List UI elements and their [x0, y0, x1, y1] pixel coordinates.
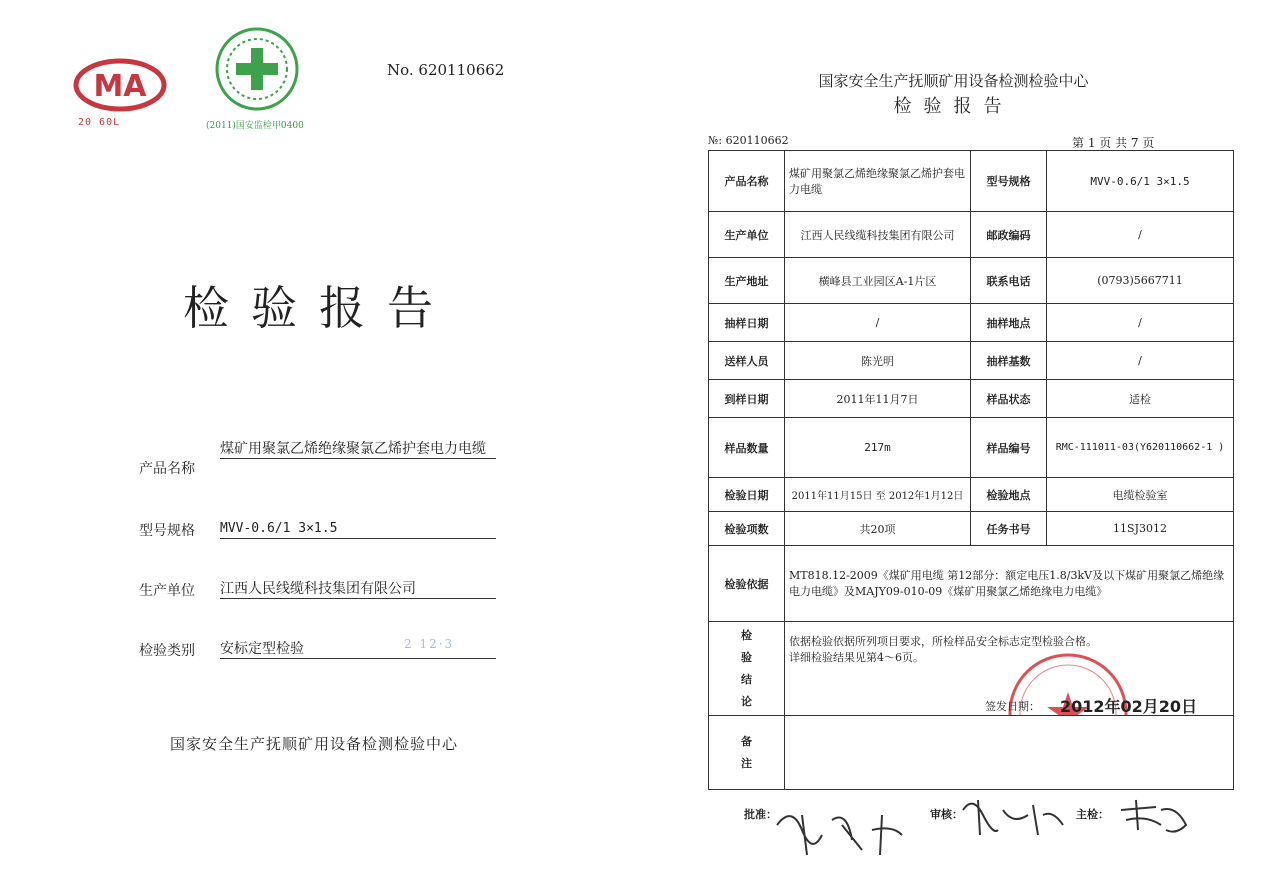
field-label-model: 型号规格 — [139, 523, 195, 539]
row-label: 联系电话 — [971, 258, 1047, 304]
row-value: 共20项 — [785, 512, 971, 546]
row-value: 电缆检验室 — [1047, 478, 1234, 512]
field-value-inspection-type: 安标定型检验 — [220, 640, 496, 659]
row-label: 任务书号 — [971, 512, 1047, 546]
row-label: 生产单位 — [709, 212, 785, 258]
row-value: 11SJ3012 — [1047, 512, 1234, 546]
field-value-manufacturer: 江西人民线缆科技集团有限公司 — [220, 580, 496, 599]
sign-date-label: 签发日期： — [985, 700, 1040, 713]
basis-label: 检验依据 — [709, 546, 785, 622]
table-row — [709, 418, 1234, 478]
remarks-label-char: 备 — [741, 734, 752, 748]
conclusion-label-char: 论 — [741, 694, 752, 708]
field-label-manufacturer: 生产单位 — [139, 583, 195, 599]
row-value: 适检 — [1047, 380, 1234, 418]
row-label: 检验地点 — [971, 478, 1047, 512]
table-row — [709, 342, 1234, 380]
cert-logo-code: (2011)国安监检甲0400 — [206, 121, 304, 131]
row-value: / — [1047, 212, 1234, 258]
row-label: 邮政编码 — [971, 212, 1047, 258]
row-value: 横峰县工业园区A-1片区 — [785, 258, 971, 304]
table-row — [709, 258, 1234, 304]
row-value: (0793)5667711 — [1047, 258, 1234, 304]
row-label: 型号规格 — [971, 151, 1047, 212]
remarks-content — [785, 716, 1234, 790]
conclusion-text: 依据检验依据所列项目要求，所检样品安全标志定型检验合格。 — [789, 635, 1097, 648]
report-number: №: 620110662 — [708, 134, 789, 147]
conclusion-detail: 详细检验结果见第4～6页。 — [789, 651, 924, 664]
conclusion-label-char: 结 — [741, 672, 752, 686]
conclusion-label — [709, 622, 785, 716]
cover-organization: 国家安全生产抚顺矿用设备检测检验中心 — [170, 735, 459, 753]
review-signature-icon — [958, 790, 1068, 850]
row-label: 抽样地点 — [971, 304, 1047, 342]
row-label: 产品名称 — [709, 151, 785, 212]
row-value: MVV-0.6/1 3×1.5 — [1047, 151, 1234, 212]
row-value: 217m — [785, 418, 971, 478]
row-value: / — [1047, 304, 1234, 342]
report-number: No. 620110662 — [387, 61, 505, 79]
row-label: 送样人员 — [709, 342, 785, 380]
row-label: 样品状态 — [971, 380, 1047, 418]
remarks-label — [709, 716, 785, 790]
page-indicator: 第 1 页 共 7 页 — [1072, 136, 1155, 150]
review-label: 审核： — [930, 808, 963, 821]
row-label: 抽样日期 — [709, 304, 785, 342]
row-value: 2011年11月7日 — [785, 380, 971, 418]
cma-code: 20 60L — [78, 117, 121, 128]
table-row — [709, 512, 1234, 546]
approve-label: 批准： — [744, 808, 777, 821]
row-label: 检验日期 — [709, 478, 785, 512]
table-row — [709, 304, 1234, 342]
field-value-product: 煤矿用聚氯乙烯绝缘聚氯乙烯护套电力电缆 — [220, 440, 496, 459]
row-value: 江西人民线缆科技集团有限公司 — [785, 212, 971, 258]
table-row — [709, 151, 1234, 212]
report-page — [636, 0, 1271, 892]
table-row — [709, 380, 1234, 418]
row-label: 检验项数 — [709, 512, 785, 546]
table-row — [709, 212, 1234, 258]
table-row — [709, 716, 1234, 790]
row-value: / — [1047, 342, 1234, 380]
row-label: 样品编号 — [971, 418, 1047, 478]
table-row — [709, 546, 1234, 622]
row-label: 生产地址 — [709, 258, 785, 304]
row-label: 到样日期 — [709, 380, 785, 418]
approve-signature-icon — [772, 795, 912, 865]
row-label: 抽样基数 — [971, 342, 1047, 380]
table-row — [709, 622, 1234, 716]
conclusion-cell — [785, 622, 1234, 716]
basis-text: MT818.12-2009《煤矿用电缆 第12部分：额定电压1.8/3kV及以下煤矿用聚氯乙烯绝缘电力电缆》及MAJY09-010-09《煤矿用聚氯乙烯绝缘电力电缆》 — [785, 546, 1234, 622]
cma-logo-text: MA — [93, 69, 147, 104]
row-value: / — [785, 304, 971, 342]
field-value-model: MVV-0.6/1 3×1.5 — [220, 520, 496, 539]
conclusion-label-char: 验 — [741, 650, 752, 664]
row-value: RMC-111011-03(Y620110662-1 ) — [1047, 418, 1234, 478]
report-title: 检验报告 — [893, 96, 1014, 117]
row-value: 煤矿用聚氯乙烯绝缘聚氯乙烯护套电力电缆 — [785, 151, 971, 212]
sign-date-value: 2012年02月20日 — [1060, 697, 1198, 716]
safety-cross-logo-icon — [212, 24, 302, 114]
conclusion-label-char: 检 — [741, 628, 752, 642]
faint-stamp-mark: 2 12·3 — [404, 637, 455, 651]
row-label: 样品数量 — [709, 418, 785, 478]
field-label-inspection-type: 检验类别 — [139, 643, 195, 659]
report-table — [708, 150, 1234, 790]
field-label-product: 产品名称 — [139, 461, 195, 477]
inspector-label: 主检： — [1076, 808, 1109, 821]
report-organization: 国家安全生产抚顺矿用设备检测检验中心 — [818, 72, 1089, 90]
cma-logo-icon — [72, 56, 168, 114]
cover-page — [0, 0, 635, 892]
row-value: 2011年11月15日 至 2012年1月12日 — [785, 478, 971, 512]
cover-title: 检验报告 — [183, 281, 455, 335]
inspector-signature-icon — [1116, 795, 1196, 845]
table-row — [709, 478, 1234, 512]
remarks-label-char: 注 — [741, 756, 752, 770]
row-value: 陈光明 — [785, 342, 971, 380]
